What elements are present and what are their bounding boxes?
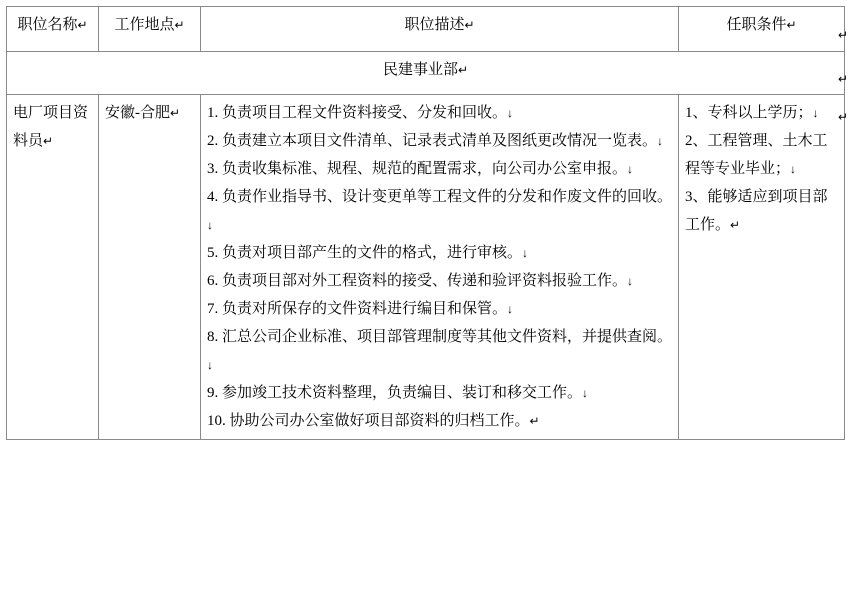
- paragraph-mark-icon: ↵: [174, 18, 185, 32]
- paragraph-mark-outside-3: ↵: [837, 110, 848, 124]
- description-line: [207, 267, 672, 295]
- description-text: 6. 负责项目部对外工程资料的接受、传递和验评资料报验工作。: [207, 273, 628, 289]
- description-text: 5. 负责对项目部产生的文件的格式，进行审核。: [207, 245, 523, 261]
- section-title-cell: [7, 52, 845, 95]
- soft-return-icon: ↓: [522, 246, 529, 260]
- header-text-location: 工作地点: [114, 17, 175, 33]
- requirement-text: 1、专科以上学历；: [685, 105, 813, 121]
- paragraph-mark-outside-1: ↵: [837, 28, 848, 42]
- soft-return-icon: ↓: [207, 358, 213, 372]
- description-line: [207, 155, 672, 183]
- column-header-description: [201, 7, 679, 52]
- description-text: 4. 负责作业指导书、设计变更单等工程文件的分发和作废文件的回收。: [207, 189, 673, 205]
- paragraph-mark-icon: ↵: [730, 218, 741, 232]
- header-text-position-name: 职位名称: [17, 17, 78, 33]
- description-text: 8. 汇总公司企业标准、项目部管理制度等其他文件资料，并提供查阅。: [207, 329, 673, 345]
- soft-return-icon: ↓: [507, 302, 514, 316]
- column-header-position-name: [7, 7, 99, 52]
- header-text-requirements: 任职条件: [726, 17, 787, 33]
- cell-position-name: [7, 95, 99, 440]
- description-line: [207, 295, 672, 323]
- description-line: [207, 379, 672, 407]
- description-text: 9. 参加竣工技术资料整理，负责编目、装订和移交工作。: [207, 385, 583, 401]
- paragraph-mark-icon: ↵: [457, 63, 469, 77]
- description-line: [207, 407, 672, 435]
- description-text: 3. 负责收集标准、规程、规范的配置需求，向公司办公室申报。: [207, 161, 628, 177]
- description-text: 10. 协助公司办公室做好项目部资料的归档工作。: [207, 413, 530, 429]
- soft-return-icon: ↓: [507, 106, 514, 120]
- job-listing-table: [6, 6, 845, 440]
- soft-return-icon: ↓: [627, 274, 634, 288]
- soft-return-icon: ↓: [627, 162, 634, 176]
- description-line: [207, 239, 672, 267]
- section-title-text: 民建事业部: [382, 62, 458, 78]
- table-row: [7, 95, 845, 440]
- soft-return-icon: ↓: [812, 106, 819, 120]
- paragraph-mark-icon: ↵: [786, 18, 797, 32]
- position-name-text: 电厂项目资料员: [13, 105, 89, 149]
- soft-return-icon: ↓: [207, 218, 213, 232]
- header-text-description: 职位描述: [404, 17, 465, 33]
- paragraph-mark-outside-2: ↵: [837, 72, 848, 86]
- requirement-text: 3、能够适应到项目部工作。: [685, 189, 828, 233]
- description-line: [207, 99, 672, 127]
- description-line: [207, 183, 672, 239]
- table-header-row: [7, 7, 845, 52]
- cell-requirements: [679, 95, 845, 440]
- paragraph-mark-icon: ↵: [464, 18, 475, 32]
- paragraph-mark-icon: ↵: [170, 106, 181, 120]
- description-text: 2. 负责建立本项目文件清单、记录表式清单及图纸更改情况一览表。: [207, 133, 658, 149]
- section-title-row: [7, 52, 845, 95]
- requirement-line: [685, 127, 838, 183]
- column-header-location: [99, 7, 201, 52]
- column-header-requirements: [679, 7, 845, 52]
- soft-return-icon: ↓: [657, 134, 664, 148]
- soft-return-icon: ↓: [582, 386, 589, 400]
- description-line: [207, 323, 672, 379]
- location-text: 安徽-合肥: [105, 105, 170, 121]
- soft-return-icon: ↓: [790, 162, 797, 176]
- cell-description: [201, 95, 679, 440]
- cell-location: [99, 95, 201, 440]
- description-line: [207, 127, 672, 155]
- document-page: [0, 6, 850, 604]
- requirement-text: 2、工程管理、土木工程等专业毕业；: [685, 133, 828, 177]
- paragraph-mark-icon: ↵: [529, 414, 540, 428]
- description-text: 1. 负责项目工程文件资料接受、分发和回收。: [207, 105, 508, 121]
- description-text: 7. 负责对所保存的文件资料进行编目和保管。: [207, 301, 508, 317]
- paragraph-mark-icon: ↵: [43, 134, 54, 148]
- requirement-line: [685, 183, 838, 239]
- requirement-line: [685, 99, 838, 127]
- paragraph-mark-icon: ↵: [77, 18, 88, 32]
